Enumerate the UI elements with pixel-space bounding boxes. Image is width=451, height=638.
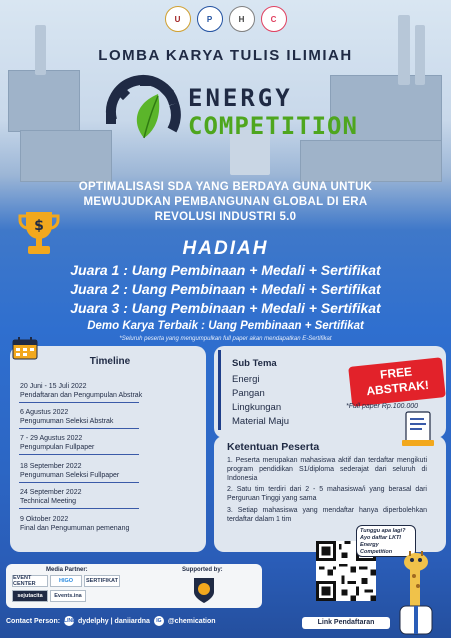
mascot-speech-bubble: Tunggu apa lagi? Ayo daftar LKTI Energy Competition xyxy=(356,525,416,557)
timeline-item xyxy=(20,462,119,480)
contact-person xyxy=(6,616,216,626)
event-title: LOMBA KARYA TULIS ILIMIAH xyxy=(98,47,353,64)
timeline-date: 20 Juni - 15 Juli 2022 xyxy=(20,383,87,390)
partner-logo: EVENT CENTER xyxy=(12,575,48,587)
subtema-item: Energi xyxy=(232,374,260,385)
document-icon xyxy=(400,408,436,448)
sponsor-crest-icon xyxy=(192,576,216,604)
partner-logo: sejutacita xyxy=(12,590,48,602)
contact-label: Contact Person: xyxy=(6,617,61,625)
svg-text:$: $ xyxy=(34,218,44,234)
university-logo: U xyxy=(165,6,191,32)
supported-by-label: Supported by: xyxy=(182,567,223,573)
background-building xyxy=(20,130,112,182)
prize-juara-3: Juara 3 : Uang Pembinaan + Medali + Sertifikat xyxy=(70,300,381,316)
theme-line: OPTIMALISASI SDA YANG BERDAYA GUNA UNTUK xyxy=(78,181,373,193)
timeline-date: 18 September 2022 xyxy=(20,463,82,470)
timeline-item xyxy=(20,488,82,506)
media-partner-label: Media Partner: xyxy=(46,567,88,573)
timeline-date: 6 Agustus 2022 xyxy=(20,409,69,416)
timeline-title: Timeline xyxy=(89,356,131,367)
subtema-item: Material Maju xyxy=(232,416,290,427)
instagram-icon: IG xyxy=(154,616,164,626)
timeline-divider xyxy=(19,482,139,483)
timeline-divider xyxy=(19,428,139,429)
timeline-item xyxy=(20,408,113,426)
registration-link-label[interactable]: Link Pendaftaran xyxy=(302,617,390,629)
ketentuan-item: 3. Setiap mahasiswa yang mendaftar hanya diperbolehkan terdaftar dalam 1 tim xyxy=(227,507,427,523)
instagram-handle[interactable]: @chemication xyxy=(167,617,216,625)
timeline-date: 9 Oktober 2022 xyxy=(20,516,69,523)
timeline-desc: Pendaftaran dan Pengumpulan Abstrak xyxy=(20,392,143,399)
prize-juara-2: Juara 2 : Uang Pembinaan + Medali + Sertifikat xyxy=(70,281,381,297)
energy-wordmark: ENERGY xyxy=(188,84,293,112)
timeline-divider xyxy=(19,454,139,455)
certificate-note: *Seluruh peserta yang mengumpulkan full paper akan mendapatkan E-Sertifikat xyxy=(119,336,332,342)
timeline-desc: Pengumuman Seleksi Fullpaper xyxy=(20,472,120,479)
prize-juara-1: Juara 1 : Uang Pembinaan + Medali + Sertifikat xyxy=(70,262,381,278)
line-icon: LINE xyxy=(64,618,76,624)
timeline-desc: Pengumuman Seleksi Abstrak xyxy=(20,418,114,425)
timeline-divider xyxy=(19,402,139,403)
logo-row xyxy=(0,6,451,32)
timeline-desc: Pengumpulan Fullpaper xyxy=(20,444,95,451)
subtema-title: Sub Tema xyxy=(232,358,277,369)
timeline-date: 24 September 2022 xyxy=(20,489,82,496)
ketentuan-item: 2. Satu tim terdiri dari 2 - 5 mahasiswa/i yang berasal dari Perguruan Tinggi yang sama xyxy=(227,486,427,502)
background-building xyxy=(8,70,80,132)
timeline-divider xyxy=(19,508,139,509)
theme-line: REVOLUSI INDUSTRI 5.0 xyxy=(154,211,297,223)
association-logo: H xyxy=(229,6,255,32)
prize-demo: Demo Karya Terbaik : Uang Pembinaan + Sertifikat xyxy=(87,320,364,332)
chemication-logo: C xyxy=(261,6,287,32)
theme-text xyxy=(40,180,411,225)
partner-logo: HIGO xyxy=(50,575,82,587)
subtema-item: Lingkungan xyxy=(232,402,282,413)
hadiah-title: HADIAH xyxy=(182,238,269,259)
partner-logo: SERTIFIKAT xyxy=(84,575,120,587)
free-label: FREE xyxy=(379,364,413,382)
partner-logo: Events.ina xyxy=(50,590,86,602)
timeline-item xyxy=(20,434,94,452)
ketentuan-item: 1. Peserta merupakan mahasiswa aktif dan terdaftar mengikuti program pendidikan S1/diploma sederajat dari seluruh di Indonesia xyxy=(227,457,427,482)
gear-leaf-icon xyxy=(104,74,184,154)
theme-line: MEWUJUDKAN PEMBANGUNAN GLOBAL DI ERA xyxy=(83,196,368,208)
timeline-date: 7 - 29 Agustus 2022 xyxy=(20,435,83,442)
line-handle[interactable]: dydelphy | daniiardna xyxy=(77,617,150,625)
timeline-desc: Final dan Pengumuman pemenang xyxy=(20,525,130,532)
competition-wordmark: COMPETITION xyxy=(188,112,358,140)
timeline-item xyxy=(20,382,142,400)
timeline-item xyxy=(20,515,129,533)
abstrak-label: ABSTRAK! xyxy=(365,377,430,399)
partners-panel xyxy=(6,564,262,608)
subtema-item: Pangan xyxy=(232,388,265,399)
fullpaper-fee: *Full paper Rp.100.000 xyxy=(346,403,418,410)
giraffe-mascot-icon xyxy=(388,550,444,636)
background-building xyxy=(300,140,442,182)
timeline-desc: Technical Meeting xyxy=(20,498,77,505)
institute-logo: P xyxy=(197,6,223,32)
ketentuan-title: Ketentuan Peserta xyxy=(227,441,320,453)
